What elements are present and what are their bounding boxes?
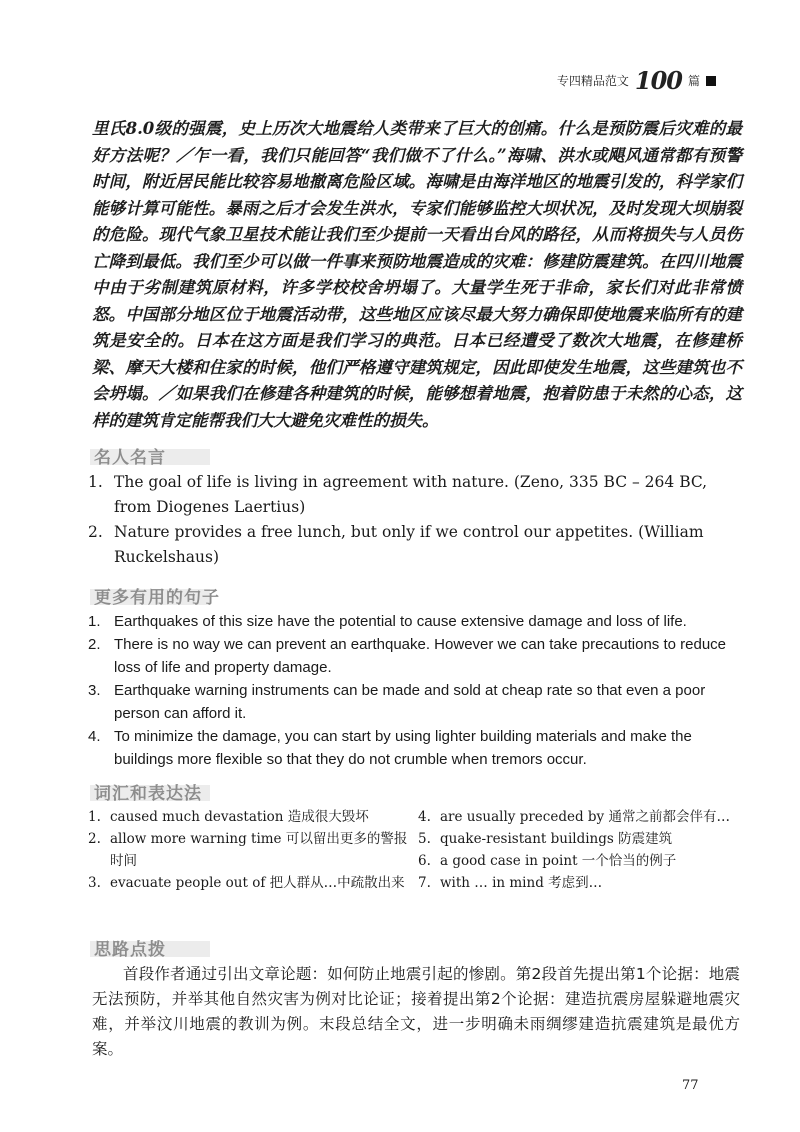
item-text: Earthquakes of this size have the potential to cause extensive damage and loss of life. (114, 613, 687, 630)
item-index: 2. (88, 523, 103, 541)
item-index: 2. (88, 831, 101, 847)
item-index: 5. (418, 831, 431, 847)
item-text: allow more warning time 可以留出更多的警报时间 (110, 831, 408, 869)
item-text: The goal of life is living in agreement with nature. (Zeno, 335 BC – 264 BC, from Diogenes Laertius) (114, 473, 708, 516)
list-item (88, 520, 738, 570)
list-item (418, 850, 738, 872)
item-index: 4. (418, 809, 431, 825)
series-title: 专四精品范文 (556, 74, 629, 88)
analysis-paragraph: 首段作者通过引出文章论题：如何防止地震引起的惨剧。第2段首先提出第1个论据：地震无法预防，并举其他自然灾害为例对比论证；接着提出第2个论据：建造抗震房屋躲避地震灾难，并举汶川地震的教训为例。末段总结全文，进一步明确未雨绸缪建造抗震建筑是最优方案。 (92, 965, 740, 1058)
item-text: with … in mind 考虑到… (440, 875, 603, 891)
item-text: evacuate people out of 把人群从…中疏散出来 (110, 875, 405, 891)
list-item (88, 633, 738, 679)
vocab-column-left (88, 806, 418, 894)
body-paragraph: 里氏8.0级的强震，史上历次大地震给人类带来了巨大的创痛。什么是预防震后灾难的最好方法呢？／乍一看，我们只能回答“我们做不了什么。”海啸、洪水或飓风通常都有预警时间，附近居民能比较容易地撤离危险区域。海啸是由海洋地区的地震引发的，科学家们能够计算可能性。暴雨之后才会发生洪水，专家们能够监控大坝状况，及时发现大坝崩裂的危险。现代气象卫星技术能让我们至少提前一天看出台风的路径，从而将损失与人员伤亡降到最低。我们至少可以做一件事来预防地震造成的灾难：修建防震建筑。在四川地震中由于劣制建筑原材料，许多学校校舍坍塌了。大量学生死于非命，家长们对此非常愤怒。中国部分地区位于地震活动带，这些地区应该尽最大努力确保即使地震来临所有的建筑是安全的。日本在这方面是我们学习的典范。日本已经遭受了数次大地震，在修建桥梁、摩天大楼和住家的时候，他们严格遵守建筑规定，因此即使发生地震，这些建筑也不会坍塌。／如果我们在修建各种建筑的时候，能够想着地震，抱着防患于未然的心态，这样的建筑肯定能帮我们大大避免灾难性的损失。 (92, 119, 742, 430)
item-text: To minimize the damage, you can start by using lighter building materials and make the buildings more flexible so that they do not crumble when tremors occur. (114, 728, 692, 768)
sentences-heading: 更多有用的句子 (94, 583, 220, 608)
item-text: Earthquake warning instruments can be made and sold at cheap rate so that even a poor person can afford it. (114, 682, 706, 722)
item-index: 6. (418, 853, 431, 869)
item-index: 1. (88, 473, 103, 491)
item-index: 1. (88, 809, 101, 825)
item-text: a good case in point 一个恰当的例子 (440, 853, 677, 869)
list-item (88, 725, 738, 771)
list-item (88, 828, 418, 872)
analysis-heading: 思路点拨 (94, 935, 166, 960)
list-item (88, 679, 738, 725)
quotes-list (88, 470, 738, 570)
header-square-icon (706, 76, 716, 86)
list-item (418, 828, 738, 850)
item-text: quake-resistant buildings 防震建筑 (440, 831, 673, 847)
page-number: 77 (682, 1078, 699, 1093)
quotes-heading: 名人名言 (94, 443, 166, 468)
sentences-list (88, 610, 738, 771)
item-index: 4. (88, 728, 101, 745)
series-suffix: 篇 (687, 74, 700, 88)
item-index: 7. (418, 875, 431, 891)
running-header (557, 66, 716, 95)
item-text: caused much devastation 造成很大毁坏 (110, 809, 369, 825)
list-item (88, 610, 738, 633)
item-index: 1. (88, 613, 101, 630)
vocab-heading: 词汇和表达法 (94, 779, 202, 804)
item-index: 3. (88, 682, 101, 699)
list-item (88, 872, 418, 894)
item-index: 2. (88, 636, 101, 653)
item-text: Nature provides a free lunch, but only if we control our appetites. (William Ruckelshaus) (114, 523, 704, 566)
list-item (418, 806, 738, 828)
item-text: are usually preceded by 通常之前都会伴有… (440, 809, 730, 825)
list-item (88, 470, 738, 520)
series-number: 100 (634, 66, 682, 95)
vocab-list (88, 806, 738, 894)
list-item (88, 806, 418, 828)
item-index: 3. (88, 875, 101, 891)
list-item (418, 872, 738, 894)
item-text: There is no way we can prevent an earthquake. However we can take precautions to reduce loss of life and property damage. (114, 636, 727, 676)
vocab-column-right (418, 806, 738, 894)
